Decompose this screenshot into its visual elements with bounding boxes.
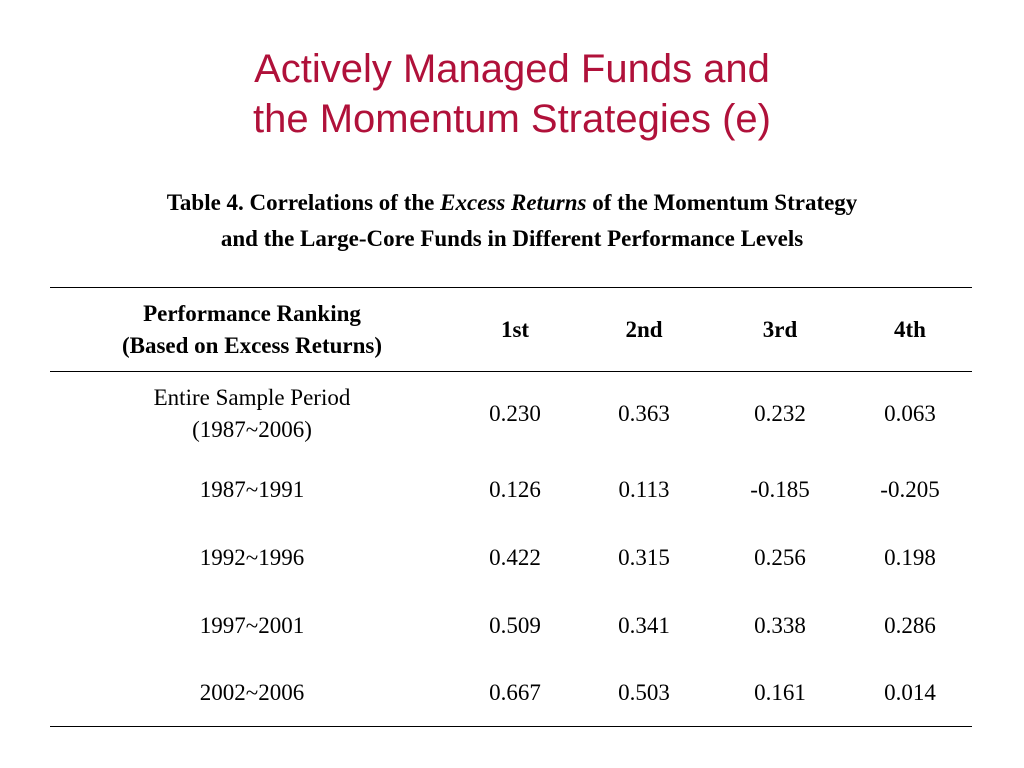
cell-value: 0.503 — [576, 660, 712, 727]
table-caption — [0, 185, 1024, 257]
cell-value: 0.198 — [884, 545, 936, 570]
cell-value: 0.256 — [754, 545, 806, 570]
cell-value: 0.161 — [712, 660, 848, 727]
header-performance-ranking — [50, 288, 454, 372]
row-label: 1997~2001 — [199, 613, 305, 638]
row-label — [50, 372, 454, 457]
cell-value: 0.286 — [884, 613, 936, 638]
cell-value: 0.667 — [454, 660, 576, 727]
table-row — [50, 660, 972, 727]
correlation-table — [50, 287, 972, 727]
table-row — [50, 372, 972, 457]
table-row — [50, 592, 972, 660]
header-1st: 1st — [454, 288, 576, 372]
cell-value: 0.338 — [754, 613, 806, 638]
table-row — [50, 524, 972, 592]
table-caption-line-1 — [0, 185, 1024, 221]
caption-text-post: of the Momentum Strategy — [586, 190, 858, 215]
row-label: 1992~1996 — [199, 545, 305, 570]
cell-value: -0.205 — [880, 477, 940, 502]
slide-title — [0, 44, 1024, 144]
cell-value: 0.230 — [489, 401, 541, 426]
table-caption-line-2: and the Large-Core Funds in Different Performance Levels — [220, 226, 804, 251]
cell-value: 0.232 — [754, 401, 806, 426]
table-row — [50, 456, 972, 524]
row-label: 2002~2006 — [50, 660, 454, 727]
cell-value: 0.014 — [848, 660, 972, 727]
cell-value: 0.341 — [618, 613, 670, 638]
caption-text-pre: Table 4. Correlations of the — [166, 190, 441, 215]
header-ranking-line-1: Performance Ranking — [143, 300, 361, 326]
cell-value: 0.063 — [884, 401, 936, 426]
row-label: 1987~1991 — [199, 477, 305, 502]
row-label-line-2: (1987~2006) — [192, 417, 312, 442]
cell-value: 0.509 — [489, 613, 541, 638]
slide-title-line-2: the Momentum Strategies (e) — [253, 97, 771, 141]
cell-value: 0.315 — [618, 545, 670, 570]
caption-text-emphasis: Excess Returns — [440, 190, 587, 215]
cell-value: 0.126 — [489, 477, 541, 502]
cell-value: 0.113 — [618, 477, 670, 502]
header-ranking-line-2: (Based on Excess Returns) — [121, 332, 383, 358]
header-4th: 4th — [848, 288, 972, 372]
cell-value: -0.185 — [750, 477, 810, 502]
cell-value: 0.422 — [489, 545, 541, 570]
row-label-line-1: Entire Sample Period — [153, 385, 351, 410]
cell-value: 0.363 — [618, 401, 670, 426]
header-3rd: 3rd — [712, 288, 848, 372]
slide-title-line-1: Actively Managed Funds and — [254, 47, 770, 91]
table-header-row — [50, 288, 972, 372]
header-2nd: 2nd — [576, 288, 712, 372]
